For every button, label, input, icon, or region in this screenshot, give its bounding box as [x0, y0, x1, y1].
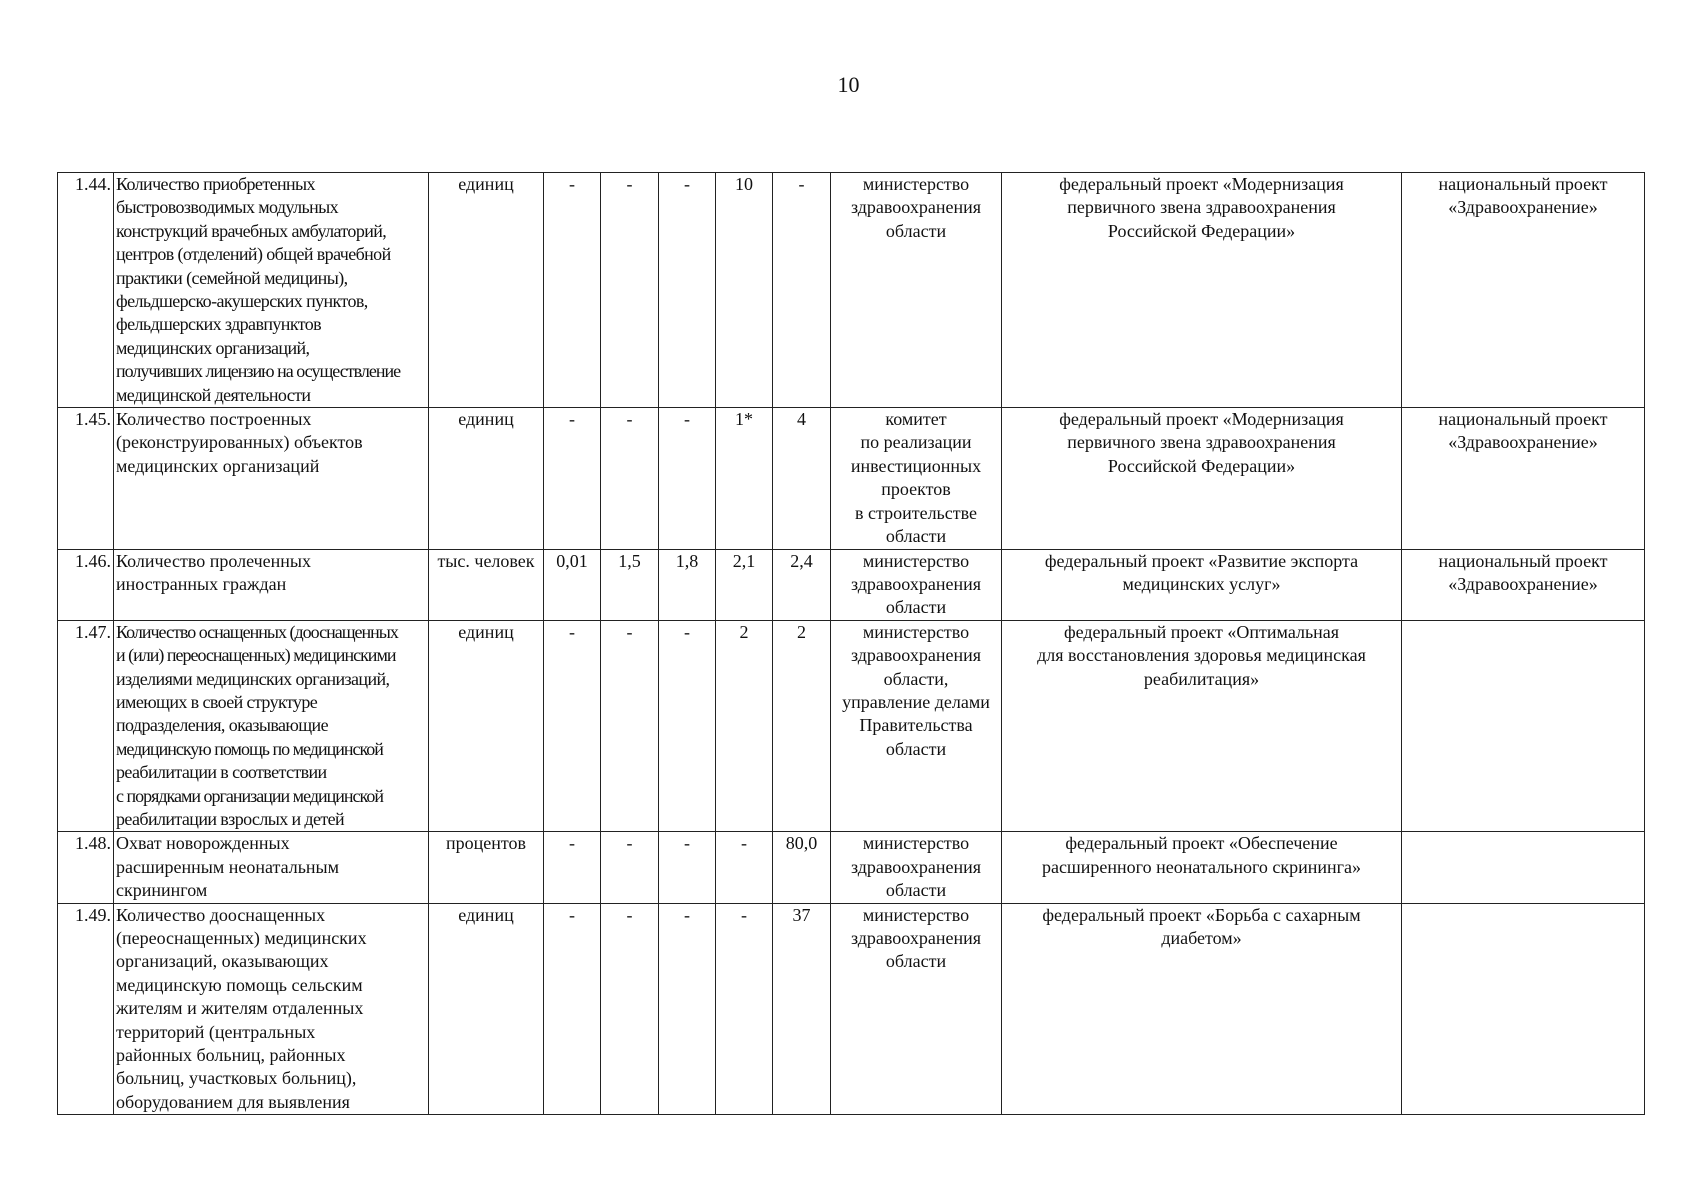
value-cell: -	[716, 903, 773, 1115]
value-cell: 2	[773, 620, 831, 832]
name-line: оборудованием для выявления	[116, 1091, 350, 1112]
national-project-cell	[1402, 620, 1645, 832]
federal-line: Российской Федерации»	[1107, 455, 1296, 476]
value-cell: 80,0	[773, 832, 831, 903]
name-line: (переоснащенных) медицинских	[116, 928, 367, 948]
name-line: жителям и жителям отдаленных	[116, 998, 364, 1019]
value-cell: -	[601, 173, 659, 408]
responsible-line: здравоохранения	[850, 928, 982, 948]
national-project-cell	[1402, 549, 1645, 620]
unit-cell: процентов	[429, 832, 544, 903]
responsible-line: проектов	[881, 479, 951, 500]
name-line: иностранных граждан	[116, 573, 287, 594]
responsible-cell	[831, 832, 1002, 903]
table-row	[58, 903, 1645, 1115]
name-line: конструкций врачебных амбулаторий,	[116, 220, 387, 241]
indicator-name	[114, 832, 429, 903]
value-cell: -	[659, 408, 716, 549]
unit-cell: единиц	[429, 620, 544, 832]
value-cell: -	[659, 173, 716, 408]
national-line: национальный проект	[1438, 550, 1608, 571]
value-cell: 4	[773, 408, 831, 549]
indicator-name	[114, 173, 429, 408]
responsible-line: министерство	[862, 621, 970, 642]
national-project-cell	[1402, 408, 1645, 549]
responsible-cell	[831, 620, 1002, 832]
federal-line: диабетом»	[1161, 928, 1242, 948]
responsible-line: министерство	[862, 904, 970, 925]
federal-line: Российской Федерации»	[1107, 220, 1296, 241]
value-cell: -	[544, 832, 601, 903]
value-cell: -	[544, 173, 601, 408]
name-line: с порядками организации медицинской	[116, 785, 383, 806]
name-line: подразделения, оказывающие	[116, 715, 328, 736]
federal-line: первичного звена здравоохранения	[1067, 197, 1336, 218]
responsible-line: области	[885, 951, 947, 972]
federal-line: медицинских услуг»	[1122, 573, 1281, 594]
national-line: «Здравоохранение»	[1448, 197, 1598, 218]
name-line: практики (семейной медицины),	[116, 267, 348, 288]
indicator-name	[114, 620, 429, 832]
responsible-line: области,	[883, 668, 949, 689]
name-line: скринингом	[116, 880, 208, 901]
unit-cell: единиц	[429, 173, 544, 408]
value-cell: 0,01	[544, 549, 601, 620]
table-row	[58, 549, 1645, 620]
unit-cell: единиц	[429, 903, 544, 1115]
table-row	[58, 832, 1645, 903]
value-cell: 37	[773, 903, 831, 1115]
responsible-cell	[831, 549, 1002, 620]
national-line: национальный проект	[1438, 174, 1608, 194]
name-line: расширенным неонатальным	[116, 856, 340, 877]
name-line: территорий (центральных	[116, 1021, 316, 1042]
value-cell: 2	[716, 620, 773, 832]
row-number: 1.48.	[58, 832, 114, 903]
name-line: и (или) переоснащенных) медицинскими	[116, 645, 396, 666]
federal-project-cell	[1002, 549, 1402, 620]
federal-line: федеральный проект «Модернизация	[1059, 174, 1344, 194]
responsible-cell	[831, 173, 1002, 408]
indicator-name	[114, 408, 429, 549]
federal-line: расширенного неонатального скрининга»	[1041, 856, 1362, 877]
responsible-cell	[831, 903, 1002, 1115]
name-line: Количество дооснащенных	[116, 904, 326, 925]
responsible-line: здравоохранения	[850, 856, 982, 877]
responsible-line: области	[885, 880, 947, 901]
federal-project-cell	[1002, 620, 1402, 832]
value-cell: 2,1	[716, 549, 773, 620]
indicators-table	[57, 172, 1645, 1115]
indicator-name	[114, 549, 429, 620]
value-cell: -	[659, 832, 716, 903]
federal-line: федеральный проект «Развитие экспорта	[1044, 550, 1359, 571]
value-cell: 2,4	[773, 549, 831, 620]
federal-line: федеральный проект «Обеспечение	[1065, 833, 1338, 854]
row-number: 1.44.	[58, 173, 114, 408]
responsible-line: Правительства	[859, 715, 973, 736]
name-line: Количество построенных	[116, 409, 312, 430]
responsible-line: области	[885, 526, 947, 547]
name-line: медицинскую помощь по медицинской	[116, 738, 383, 759]
responsible-line: области	[885, 597, 947, 618]
value-cell: 1,8	[659, 549, 716, 620]
national-project-cell	[1402, 903, 1645, 1115]
name-line: Охват новорожденных	[116, 833, 290, 854]
value-cell: 1,5	[601, 549, 659, 620]
name-line: Количество приобретенных	[116, 174, 315, 194]
name-line: больниц, участковых больниц),	[116, 1068, 357, 1089]
responsible-line: области	[885, 738, 947, 759]
responsible-line: министерство	[862, 174, 970, 194]
federal-line: реабилитация»	[1143, 668, 1260, 689]
responsible-line: министерство	[862, 550, 970, 571]
name-line: (реконструированных) объектов	[116, 432, 363, 453]
name-line: Количество пролеченных	[116, 550, 312, 571]
national-line: «Здравоохранение»	[1448, 432, 1598, 453]
indicator-name	[114, 903, 429, 1115]
name-line: медицинской деятельности	[116, 384, 311, 405]
value-cell: -	[659, 903, 716, 1115]
federal-line: федеральный проект «Модернизация	[1059, 409, 1344, 430]
responsible-line: инвестиционных	[850, 455, 982, 476]
page-number: 10	[837, 72, 860, 97]
value-cell: 10	[716, 173, 773, 408]
federal-line: первичного звена здравоохранения	[1067, 432, 1336, 453]
name-line: Количество оснащенных (дооснащенных	[116, 621, 398, 642]
name-line: имеющих в своей структуре	[116, 691, 318, 712]
value-cell: -	[544, 408, 601, 549]
responsible-line: здравоохранения	[850, 573, 982, 594]
row-number: 1.45.	[58, 408, 114, 549]
name-line: фельдшерских здравпунктов	[116, 314, 322, 335]
value-cell: -	[659, 620, 716, 832]
value-cell: -	[773, 173, 831, 408]
responsible-line: управление делами	[842, 691, 990, 712]
responsible-line: области	[885, 220, 947, 241]
name-line: медицинскую помощь сельским	[116, 974, 363, 995]
responsible-line: министерство	[862, 833, 970, 854]
federal-project-cell	[1002, 903, 1402, 1115]
row-number: 1.46.	[58, 549, 114, 620]
row-number: 1.47.	[58, 620, 114, 832]
national-line: «Здравоохранение»	[1448, 573, 1598, 594]
value-cell: -	[544, 903, 601, 1115]
name-line: центров (отделений) общей врачебной	[116, 244, 391, 265]
federal-line: федеральный проект «Борьба с сахарным	[1042, 904, 1361, 925]
table-row	[58, 408, 1645, 549]
value-cell: -	[601, 903, 659, 1115]
value-cell: 1*	[716, 408, 773, 549]
table-row	[58, 173, 1645, 408]
name-line: быстровозводимых модульных	[116, 197, 339, 218]
value-cell: -	[544, 620, 601, 832]
federal-line: для восстановления здоровья медицинская	[1037, 645, 1366, 666]
unit-cell: единиц	[429, 408, 544, 549]
table-row	[58, 620, 1645, 832]
federal-project-cell	[1002, 408, 1402, 549]
name-line: изделиями медицинских организаций,	[116, 668, 390, 689]
unit-cell: тыс. человек	[429, 549, 544, 620]
name-line: фельдшерско-акушерских пунктов,	[116, 291, 368, 312]
name-line: медицинских организаций,	[116, 337, 310, 358]
value-cell: -	[601, 620, 659, 832]
value-cell: -	[601, 832, 659, 903]
name-line: районных больниц, районных	[116, 1045, 346, 1066]
responsible-line: здравоохранения	[850, 197, 982, 218]
name-line: медицинских организаций	[116, 455, 320, 476]
federal-project-cell	[1002, 173, 1402, 408]
name-line: организаций, оказывающих	[116, 951, 329, 972]
name-line: реабилитации взрослых и детей	[116, 808, 345, 829]
value-cell: -	[716, 832, 773, 903]
national-project-cell	[1402, 832, 1645, 903]
name-line: получивших лицензию на осуществление	[116, 361, 401, 382]
responsible-line: по реализации	[860, 432, 972, 453]
federal-line: федеральный проект «Оптимальная	[1063, 621, 1340, 642]
national-project-cell	[1402, 173, 1645, 408]
responsible-line: здравоохранения	[850, 645, 982, 666]
name-line: реабилитации в соответствии	[116, 762, 327, 783]
row-number: 1.49.	[58, 903, 114, 1115]
responsible-line: комитет	[885, 409, 947, 430]
national-line: национальный проект	[1438, 409, 1608, 430]
value-cell: -	[601, 408, 659, 549]
federal-project-cell	[1002, 832, 1402, 903]
responsible-line: в строительстве	[855, 502, 977, 523]
responsible-cell	[831, 408, 1002, 549]
